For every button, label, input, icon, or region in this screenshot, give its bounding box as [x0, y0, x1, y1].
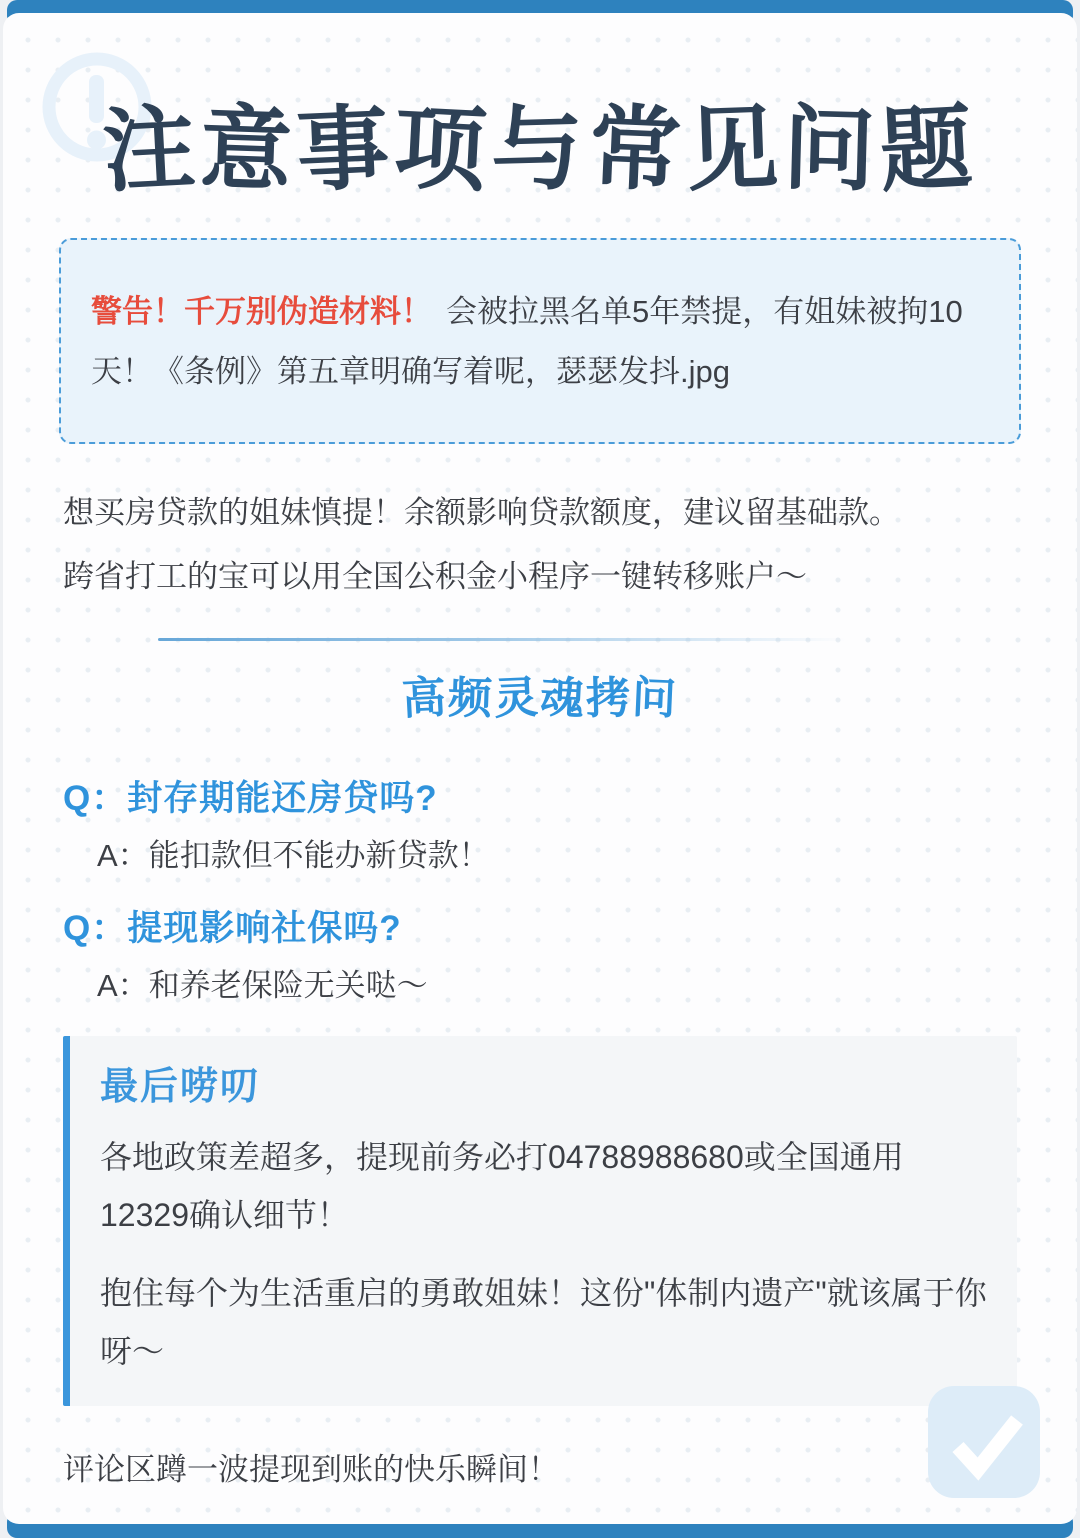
warning-lead-text: 警告！千万别伪造材料！ [91, 294, 432, 330]
tip-paragraph: 想买房贷款的姐妹慎提！余额影响贷款额度，建议留基础款。 [63, 495, 900, 531]
section-divider [158, 638, 846, 641]
warning-body-text: 会被拉黑名单5年禁提，有姐妹被拘10天！《条例》第五章明确写着呢，瑟瑟发抖.jpg [91, 294, 963, 390]
final-note-paragraph: 各地政策差超多，提现前务必打04788988680或全国通用12329确认细节！ [100, 1139, 904, 1234]
faq-question: Q：封存期能还房贷吗? [63, 779, 438, 819]
final-note-heading: 最后唠叨 [100, 1066, 261, 1109]
faq-list [63, 776, 1017, 1008]
footer-text: 评论区蹲一波提现到账的快乐瞬间！ [63, 1452, 559, 1488]
checkmark-icon [934, 1392, 1034, 1492]
poster-card [3, 13, 1077, 1524]
checkmark-badge [928, 1386, 1040, 1498]
final-note-paragraph: 抱住每个为生活重启的勇敢姐妹！这份"体制内遗产"就该属于你呀～ [100, 1275, 987, 1370]
faq-answer: A：和养老保险无关哒～ [97, 968, 428, 1004]
page-title: 注意事项与常见问题 [100, 96, 980, 204]
faq-question: Q：提现影响社保吗? [63, 909, 402, 949]
faq-answer: A：能扣款但不能办新贷款！ [97, 838, 490, 874]
tip-paragraph: 跨省打工的宝可以用全国公积金小程序一键转移账户～ [63, 559, 807, 595]
faq-heading: 高频灵魂拷问 [400, 672, 680, 725]
final-note-box [63, 1036, 1017, 1406]
warning-box [59, 238, 1021, 444]
